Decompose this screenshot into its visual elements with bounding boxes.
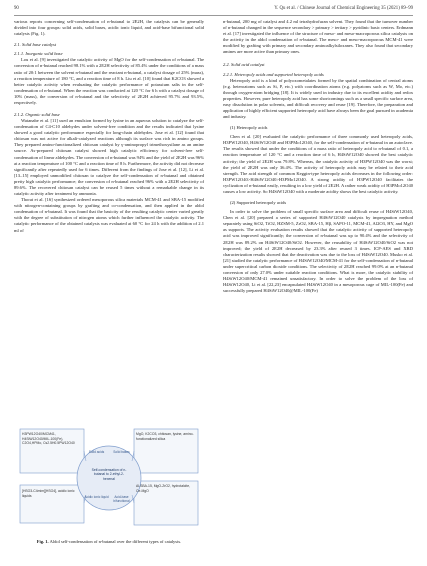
- paragraph: Chen et al. [20] evaluated the catalytic performance of three commonly used heteropoly acids, H3PW12O40, H4SiW12O40 and H3PMo12O40, for the self-condensation of n-butanal in an autoclave. The results showed that under the conditions of a mass ratio of heteropoly acid to n-butanal of 0.1, a reaction temperature of 120 °C and a reaction time of 6 h, H4SiW12O40 showed the best catalytic activity; the yield of 2E2H was 79.8%. Whereas, the catalytic activity of H3PW12O40 was the worst; the yield of 2E2H was only 36.4%. The activity of heteropoly acids may be related to their acid strength. The acid strength of common Keggin-type heteropoly acids decreases in the following order: H3PW12O40>H4SiW12O40>H3PMo12O40. A strong acidity of H3PW12O40 facilitates the cyclization of n-butanal easily, resulting in a low yield of 2E2H. A rather weak acidity of H3PMo12O40 causes a low activity. So H4SiW12O40 with a moderate acidity shows the best catalytic activity.: [223, 134, 413, 194]
- box-acids-text: H3PW12O40/MCM41, H4SiW12O40/MIL-100(Fe), C2O4,HPMo, Cs2.5H0.5PW12O40: [22, 432, 75, 446]
- section-heading: 2.2. Solid acid catalyst: [223, 62, 265, 68]
- list-item-heading: (2) Supported heteropoly acids: [230, 200, 287, 206]
- page-number: 90: [14, 6, 19, 11]
- list-item-heading: (1) Heteropoly acids: [230, 125, 268, 131]
- running-header: [14, 6, 413, 15]
- center-label: Self-condensation of n-butanal to 2-ethyl-2-hexenal: [91, 468, 127, 481]
- subsection-heading: 2.2.1. Heteropoly acids and supported heteropoly acids: [223, 71, 324, 77]
- box-bifunctional-text: Al-SBA-15, MgO-ZrO2, hydrotalcite, Ce-MgO: [136, 484, 191, 493]
- figure-1: [14, 423, 204, 540]
- right-column: [223, 19, 413, 294]
- label-ionic-liquid: Acidic ionic liquid: [84, 495, 109, 499]
- paragraph: n-butanal, 200 mg of catalyst and 4.2 ml tetrahydrofuran solvent. They found that the turnover number of n-butanal changed in the sequence secondary > primary > tertiary > pyridinic basic centers. Erdmann et al. [17] investigated the influence of the structure of meso- and meso-macroporous silica catalysts on the activity in the aldol condensation of n-butanal. The meso- and meso-macroporous MCM-41 were modified by grafting with primary and secondary aminoalkylsiloxanes. They also found that secondary amines are more active than primary ones.: [223, 19, 413, 55]
- section-heading: 2.1. Solid base catalyst: [14, 42, 57, 48]
- caption-text: Aldol self-condensation of n-butanal over the different types of catalysts.: [49, 539, 182, 544]
- box-ionic-text: [HSO3-C4mim][HSO4], acidic ionic liquids: [22, 489, 75, 498]
- paragraph: Lou et al. [9] investigated the catalytic activity of MgO for the self-condensation of n-butanal. The conversion of n-butanal reached 98.1% with a 2E2H selectivity of 85.4% under the conditions of a mass ratio of 20:1 between the solvent n-butanal and the reactant n-butanal, a catalyst dosage of 25% (mass), a reaction temperature of 180 °C, and a reaction time of 8 h. Liu et al. [10] found that K2CO3 showed a better catalytic activity when evaluating the catalytic performance of potassium salts in the self-condensation of n-butanal. When the reaction was conducted at 120 °C for 6 h with a catalyst dosage of 10% (mass), the conversion of n-butanal and the selectivity of 2E2H achieved 95.7% and 93.5%, respectively.: [14, 57, 204, 105]
- label-bifunctional: Acid-base bifunctional: [113, 495, 130, 503]
- paragraph: In order to solve the problem of small specific surface area and difficult reuse of H4SiW12O40, Chen et al. [20] prepared a series of supported H4SiW12O40 catalysts by impregnation method separately using SiO2, TiO2, HZSM-5, ZrO2, SBA-15, Hβ, SAPO-11, MCM-41, Al2O3, HY, and MgO as supports. The activity evaluation results showed that the catalytic activity of supported heteropoly acid was improved significantly; the conversion of n-butanal was up to 90.4% and the selectivity of 2E2H was 89.2% on H4SiW12O40/SiO2. However, the reusability of H4SiW12O40/SiO2 was not improved; the yield of 2E2H decreased by 23.3% after reused 3 times. ICP-AES and XRD characterization results showed that the deactivation was due to the loss of H4SiW12O40. Musko et al. [21] studied the catalytic performance of H4SiW12O40/MCM-41 for the self-condensation of n-butanal under supercritical carbon dioxide conditions. The selectivity of 2E2H reached 99.0% at an n-butanal conversion of only 27.0% under suitable reaction conditions. What is more, the catalytic stability of H4SiW12O40/MCM-41 remained unsatisfactory. In order to solve the problem of the loss of H4SiW12O40, Li et al. [22,23] encapsulated H4SiW12O40 in a mesoporous cage of MIL-100(Fe) and successfully prepared H4SiW12O40@MIL-100(Fe): [223, 209, 413, 294]
- label-solid-bases: Solid bases: [113, 450, 130, 454]
- paragraph: Thorat et al. [16] synthesized ordered mesoporous silica materials MCM-41 and SBA-15 modified with nitrogen-containing groups by grafting and co-condensation, and then applied in the aldol condensation of n-butanal. It was found that the basicity of the resulting catalytic center varied greatly with the degree of substitution of nitrogen atoms which further influenced the catalytic activity. The catalytic performance of the obtained catalysts was evaluated at 60 °C for 24 h with the addition of 2.1 ml of: [14, 197, 204, 233]
- paragraph: Watanabe et al. [11] used an emulsion formed by lysine in an aqueous solution to catalyze the self-condensation of C4-C10 aldehydes under solvent-free condition and the results indicated that lysine showed a good catalytic performance especially for long-chain aldehydes. Jose et al. [12] found that chitosan was not active for alkali-catalyzed reactions although its surface was rich in amino groups. They prepared amino-functionalized chitosan catalyst by γ-aminopropyl trimethoxysilane as an amine source. As-prepared chitosan catalyst showed high catalytic efficiency for solvent-free self-condensation of linear aldehydes. The conversion of n-butanal was 94% and the yield of 2E2H was 96% at a reaction temperature of 100 °C and a reaction time of 8 h. Furthermore, the activity did not decrease significantly after repeatedly used for 6 times. Different from the findings of Jose et al. [12], Li et al. [13–15] employed unmodified chitosan to catalyze the self-condensation of n-butanal and obtained pretty high catalytic performance; the conversion of n-butanal reached 96% with a 2E2H selectivity of 89.6%. The recovered chitosan catalyst can be reused 5 times without a remarkable change in its catalytic activity after treatment by ammonia.: [14, 118, 204, 197]
- box-bases-text: MgO, K2CO3, chitosan, lysine, amino-functionalized silica: [136, 432, 194, 441]
- caption-number: Fig. 1.: [36, 539, 49, 544]
- paragraph: various reports concerning self-condensation of n-butanal to 2E2H, the catalysts can be generally divided into four groups: solid acids, solid bases, acidic ionic liquid, and acid-base bifunctional solid catalysts (Fig. 1).: [14, 19, 204, 37]
- paragraph: Heteropoly acid is a kind of polyoxometalates formed by the spatial combination of central atoms (e.g. heteroatoms such as Si, P, etc.) with coordination atoms (e.g. polyatoms such as W, Mo, etc.) through oxygen-atom bridging [18]. It is widely used in industry due to its excellent acidity and redox properties. However, pure heteropoly acid has some shortcomings such as a small specific surface area, easy dissolution in polar solvents, and difficult recovery and reuse [19]. Therefore, the preparation and application of highly efficient supported heteropoly acid have always been the goal pursued in academia and industry.: [223, 77, 413, 120]
- figure-caption: [14, 539, 204, 545]
- label-solid-acids: Solid acids: [88, 450, 105, 454]
- subsection-heading: 2.1.1. Inorganic solid base: [14, 51, 63, 57]
- left-column: [14, 19, 204, 234]
- catalyst-diagram: [14, 423, 204, 533]
- header-rule: [14, 15, 413, 16]
- subsection-heading: 2.1.2. Organic solid base: [14, 112, 60, 118]
- journal-citation: Y. Qu et al. / Chinese Journal of Chemical Engineering 35 (2021) 89–99: [274, 6, 413, 11]
